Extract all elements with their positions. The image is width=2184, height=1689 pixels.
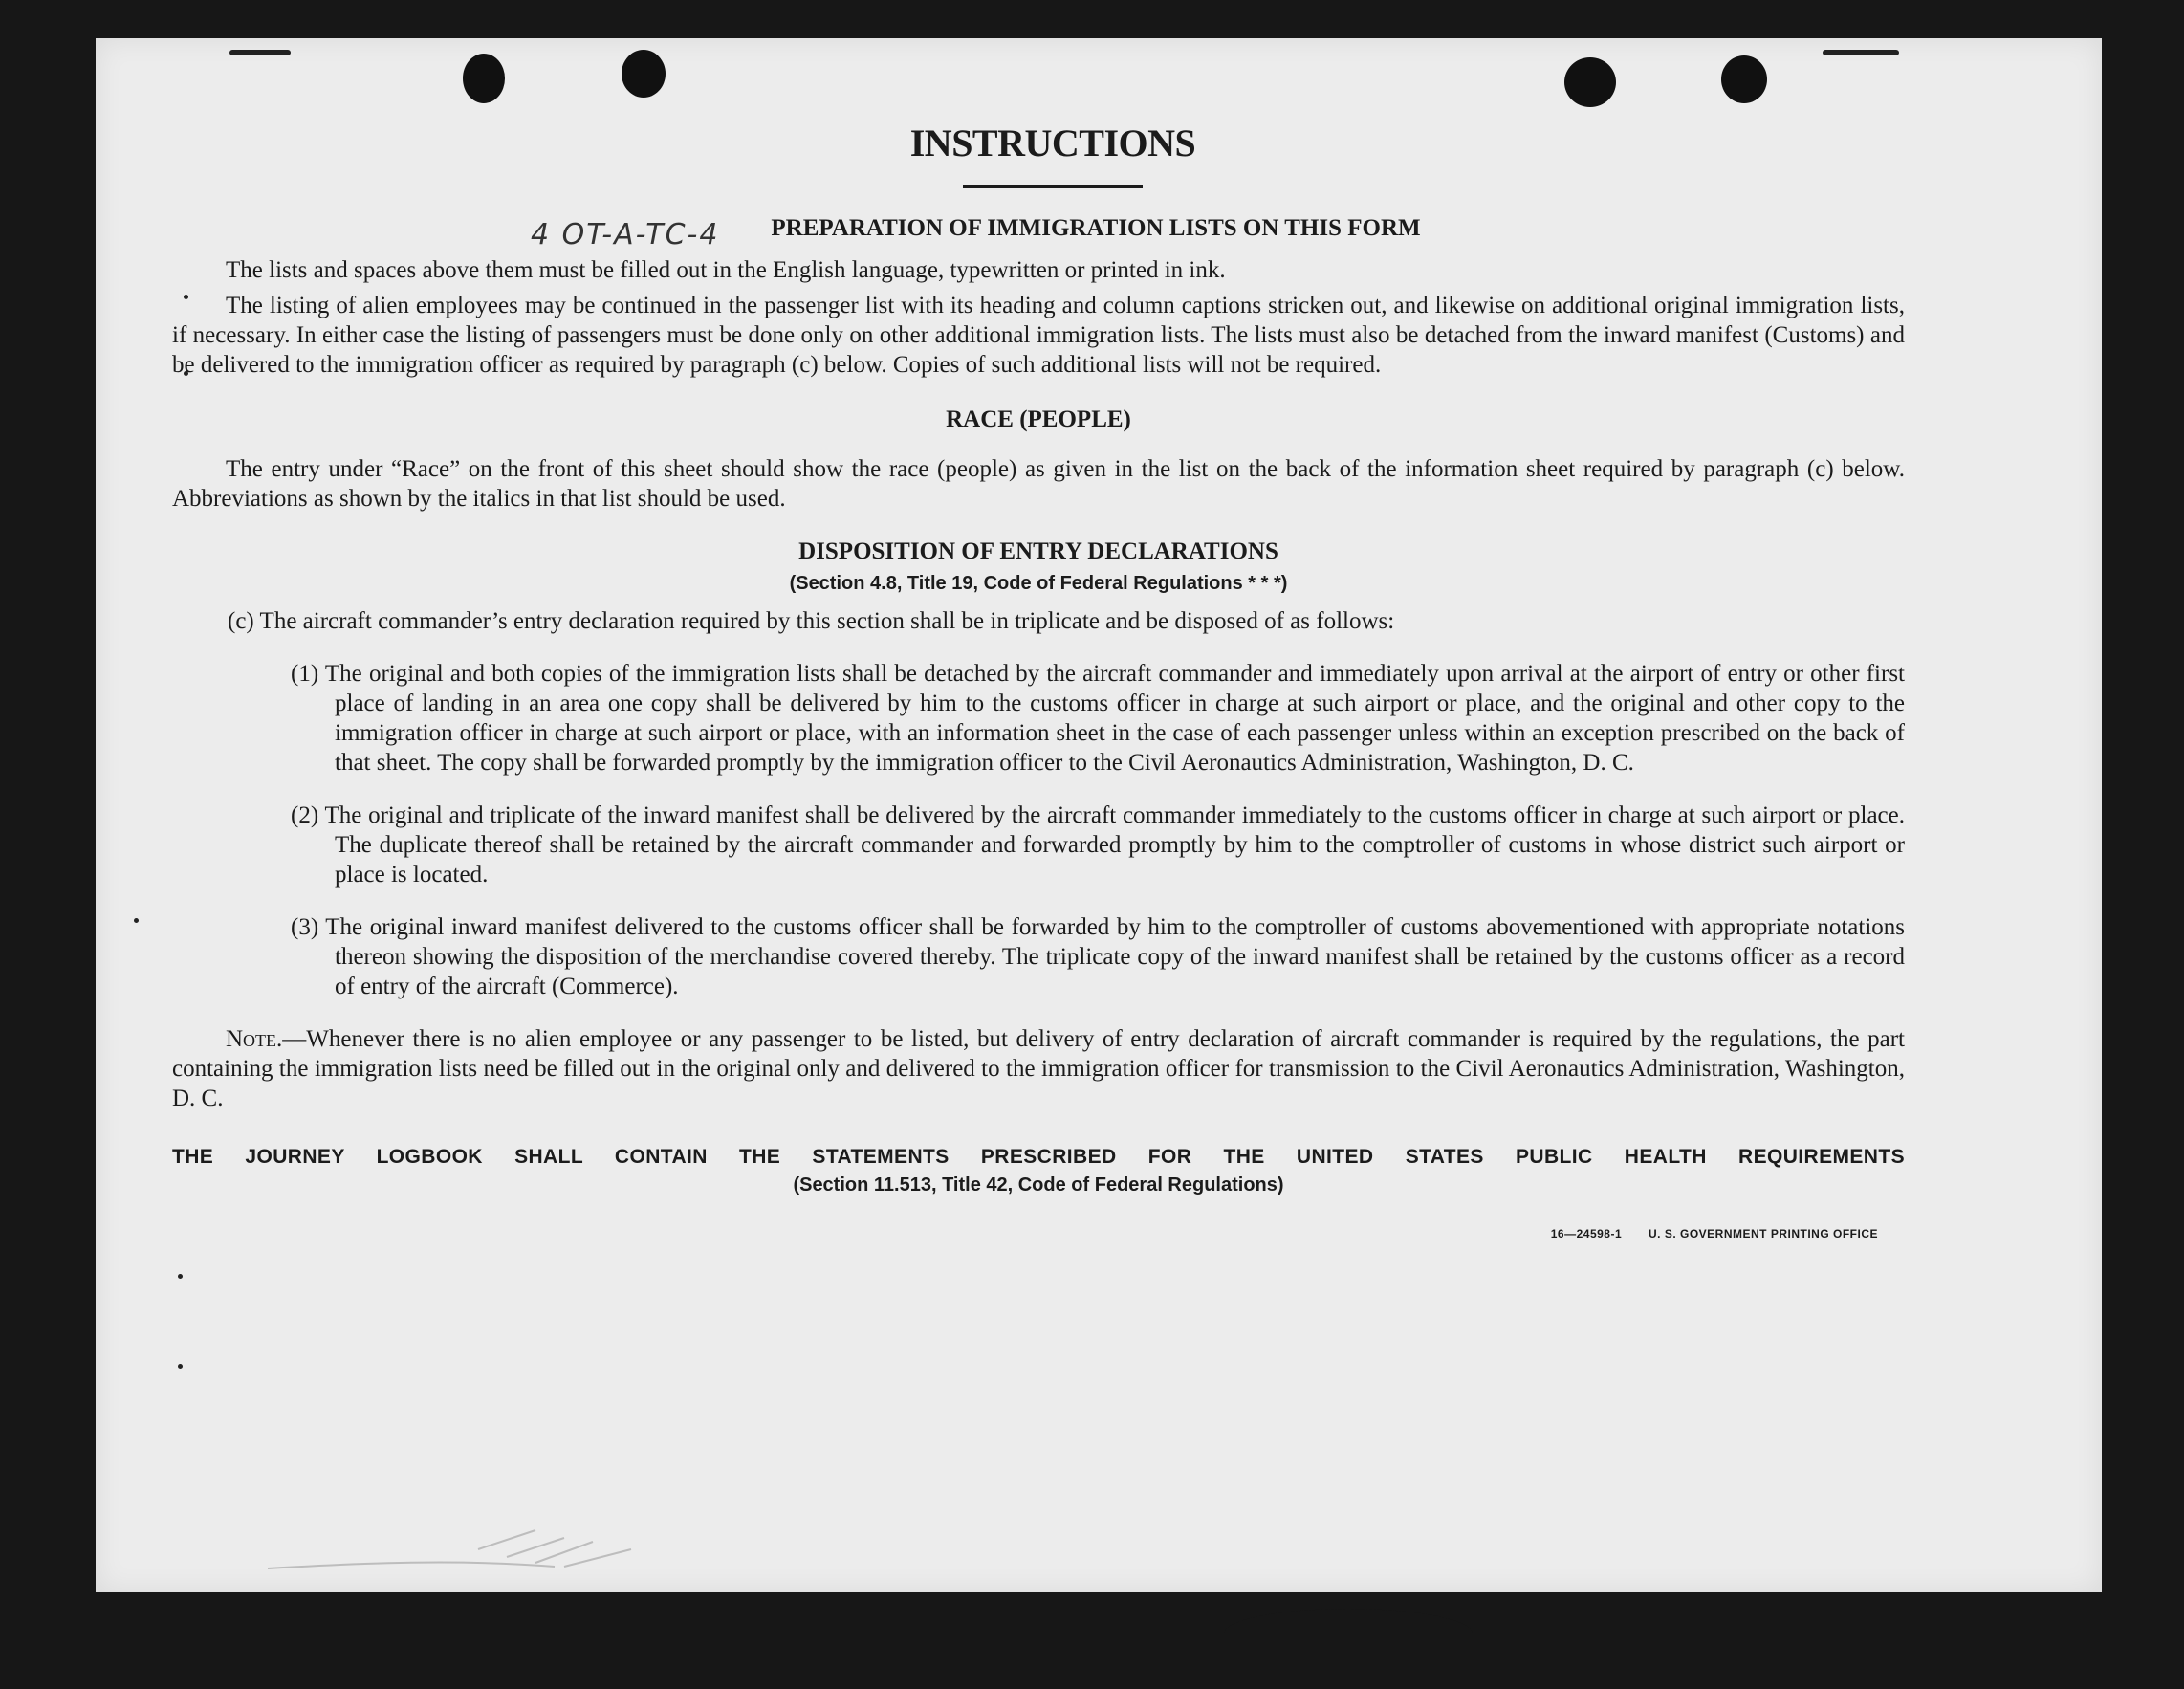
disposition-item-2: (2) The original and triplicate of the inward manifest shall be delivered by the aircraft commander immediately to the customs officer in charge at such airport or place. The duplicate thereof shall be retained by the aircraft commander and forwarded promptly by him to the comptroller of customs in whose district such airport or place is located. [291, 802, 1905, 888]
preparation-paragraph-1: The lists and spaces above them must be filled out in the English language, typewritten or printed in ink. [226, 257, 1226, 283]
preparation-heading: PREPARATION OF IMMIGRATION LISTS ON THIS FORM [771, 215, 1421, 241]
top-edge-mark-left [229, 50, 291, 55]
margin-speck [178, 1364, 183, 1369]
instructions-content [172, 121, 1905, 1240]
printer-name: U. S. GOVERNMENT PRINTING OFFICE [1648, 1227, 1878, 1240]
punch-hole-3 [1564, 57, 1616, 107]
race-heading: RACE (PEOPLE) [946, 406, 1131, 432]
note-text: —Whenever there is no alien employee or any passenger to be listed, but delivery of entry declaration of aircraft commander is required by the regulations, the part containing the immigration lists need be filled out in the original only and delivered to the immigration officer for transmission to the Civil Aeronautics Administration, Washington, D. C. [172, 1026, 1905, 1111]
health-requirements-statement: THE JOURNEY LOGBOOK SHALL CONTAIN THE STATEMENTS PRESCRIBED FOR THE UNITED STATES PUBLIC HEALTH REQUIREMENTS [172, 1146, 1905, 1168]
handwritten-annotation: 4 OT-A-TC-4 [531, 218, 720, 252]
punch-hole-1 [463, 54, 505, 103]
note-label: Note. [226, 1026, 283, 1052]
form-number: 16—24598-1 [1550, 1227, 1623, 1240]
disposition-item-3: (3) The original inward manifest delivered to the customs officer shall be forwarded by him to the comptroller of customs abovementioned with appropriate notations thereon showing the disposition of the merchandise covered thereby. The triplicate copy of the inward manifest shall be retained by the customs officer as a record of entry of the aircraft (Commerce). [291, 914, 1905, 999]
margin-speck [178, 1274, 183, 1279]
disposition-clause-c: (c) The aircraft commander’s entry declaration required by this section shall be in triplicate and be disposed of as follows: [228, 608, 1395, 634]
race-paragraph: The entry under “Race” on the front of this sheet should show the race (people) as given in the list on the back of the information sheet required by paragraph (c) below. Abbreviations as shown by the italics in that list should be used. [172, 456, 1905, 512]
page-title: INSTRUCTIONS [909, 121, 1196, 165]
title-underline [963, 185, 1143, 188]
disposition-heading: DISPOSITION OF ENTRY DECLARATIONS [798, 538, 1278, 564]
punch-hole-2 [622, 50, 666, 98]
printer-imprint [172, 1227, 1878, 1240]
preparation-paragraph-2: The listing of alien employees may be continued in the passenger list with its heading and column captions stricken out, and likewise on additional original immigration lists, if necessary. In either case the listing of passengers must be done only on other additional immigration lists. The lists must also be detached from the inward manifest (Customs) and be delivered to the immigration officer as required by paragraph (c) below. Copies of such additional lists will not be required. [172, 293, 1905, 378]
disposition-item-1: (1) The original and both copies of the immigration lists shall be detached by the aircraft commander and immediately upon arrival at the airport of entry or other first place of landing in an area one copy shall be delivered by him to the customs officer in charge at such airport or place, and the original and other copy to the immigration officer in charge at such airport or place, with an information sheet in the case of each passenger unless within an exception prescribed on the back of that sheet. The copy shall be forwarded promptly by the immigration officer to the Civil Aeronautics Administration, Washington, D. C. [291, 661, 1905, 776]
disposition-citation: (Section 4.8, Title 19, Code of Federal Regulations * * *) [789, 573, 1288, 594]
margin-speck [134, 918, 139, 923]
health-requirements-citation: (Section 11.513, Title 42, Code of Federal Regulations) [793, 1174, 1284, 1195]
faint-bleed-through-marks [249, 1521, 784, 1578]
punch-hole-4 [1721, 55, 1767, 103]
top-edge-mark-right [1823, 50, 1899, 55]
note-paragraph [172, 1024, 1905, 1113]
